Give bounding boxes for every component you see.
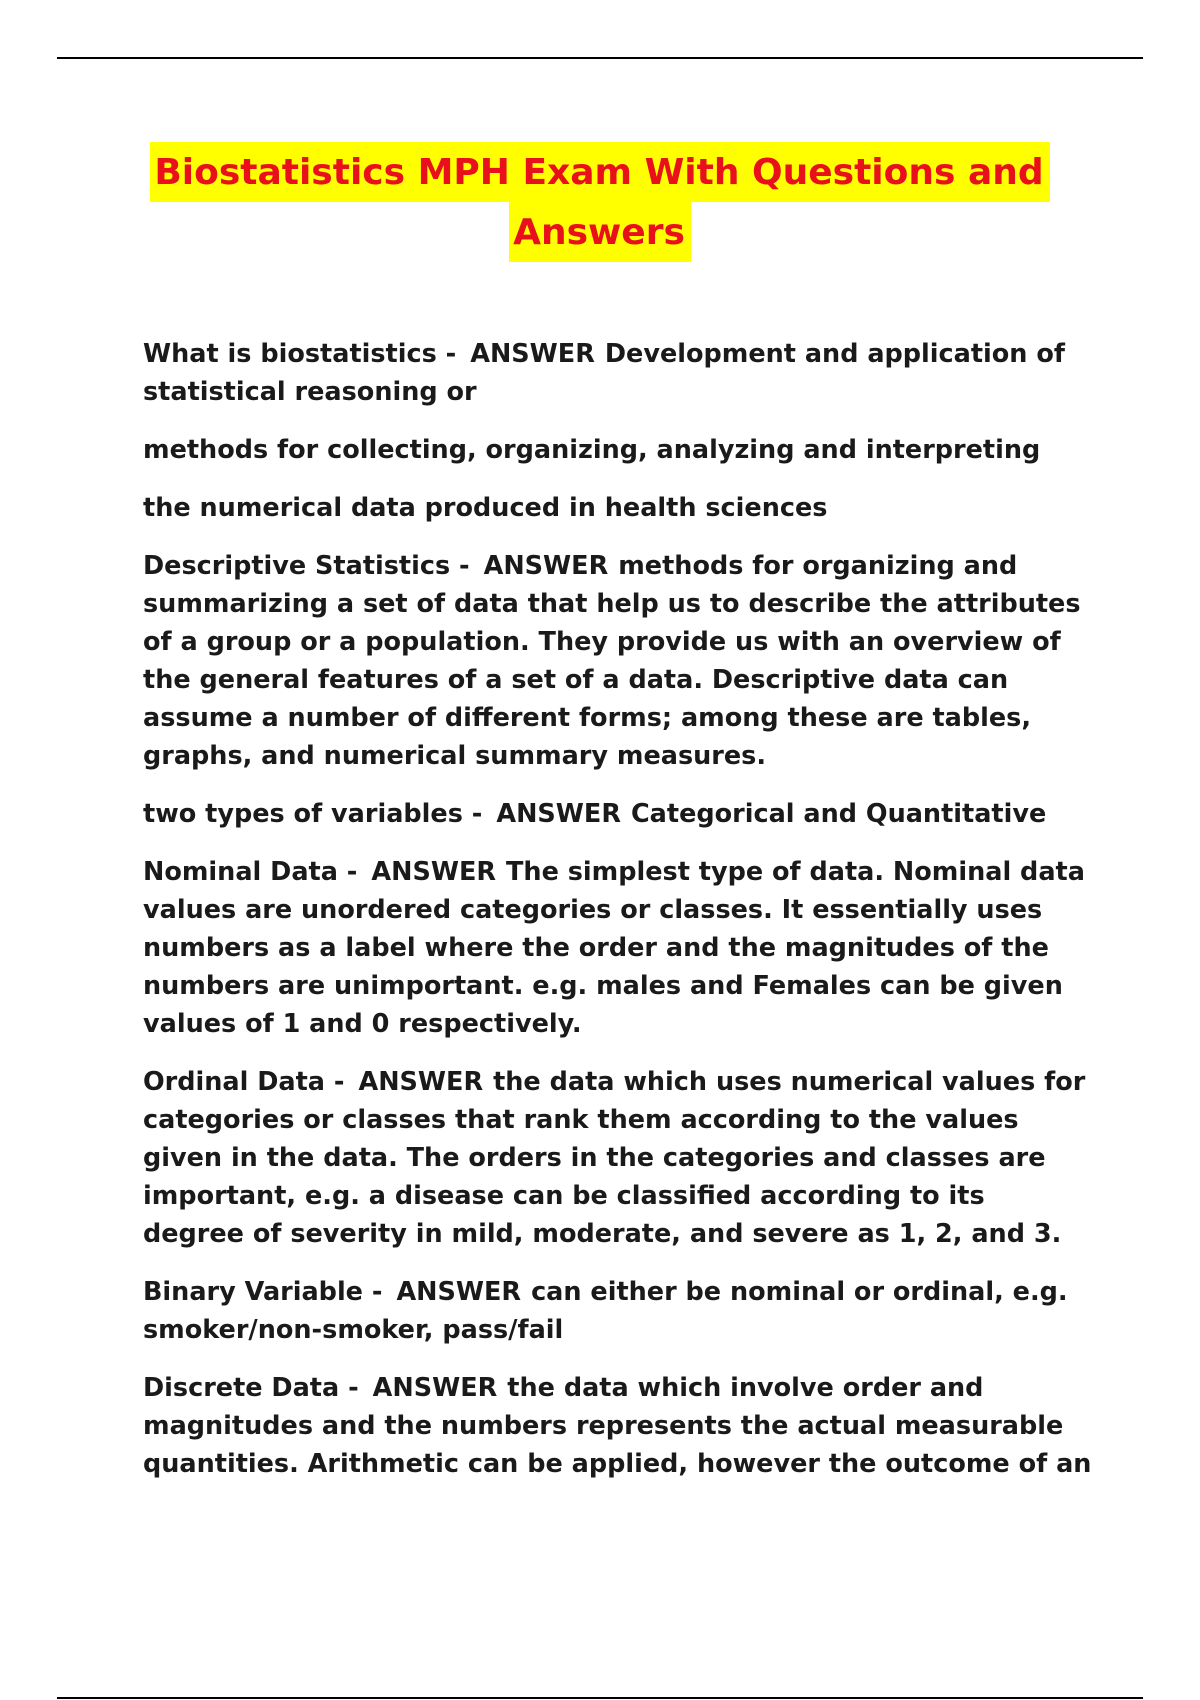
continuation-line: the numerical data produced in health sciences <box>143 493 828 523</box>
qa-definition: Categorical and Quantitative <box>630 799 1047 829</box>
continuation-line: methods for collecting, organizing, analyzing and interpreting <box>143 435 1041 465</box>
answer-label: ANSWER <box>358 1067 484 1097</box>
qa-term: Ordinal Data - <box>143 1067 345 1097</box>
qa-definition: the data which involve order and magnitudes and the numbers represents the actual measurable quantities. Arithmetic can be applied, however the outcome of an <box>143 1373 1092 1479</box>
answer-label: ANSWER <box>470 339 595 369</box>
footer-rule <box>57 1697 1143 1699</box>
qa-entry-discrete-data <box>143 1369 1093 1483</box>
answer-label: ANSWER <box>396 1277 522 1307</box>
qa-term: What is biostatistics - <box>143 339 457 369</box>
qa-definition: the data which uses numerical values for categories or classes that rank them according to the values given in the data. The orders in the categories and classes are important, e.g. a disease can be classified according to its degree of severity in mild, moderate, and severe as 1, 2, and 3. <box>143 1067 1086 1249</box>
qa-term: Descriptive Statistics - <box>143 551 470 581</box>
qa-definition: can either be nominal or ordinal, e.g. smoker/non-smoker, pass/fail <box>143 1277 1068 1345</box>
qa-definition: Development and application of statistical reasoning or <box>143 339 1065 407</box>
qa-term: Discrete Data - <box>143 1373 359 1403</box>
qa-entry-ordinal-data <box>143 1063 1093 1253</box>
qa-definition: methods for organizing and summarizing a set of data that help us to describe the attributes of a group or a population. They provide us with an overview of the general features of a set of a data. Descriptive data can assume a number of different forms; among these are tables, graphs, and numerical summary measures. <box>143 551 1081 771</box>
answer-label: ANSWER <box>372 1373 498 1403</box>
answer-label: ANSWER <box>483 551 609 581</box>
answer-label: ANSWER <box>496 799 621 829</box>
qa-content <box>143 335 1093 1503</box>
title-line-1: Biostatistics MPH Exam With Questions and <box>150 142 1049 202</box>
qa-entry-descriptive-statistics <box>143 547 1093 775</box>
answer-label: ANSWER <box>371 857 497 887</box>
qa-entry-binary-variable <box>143 1273 1093 1349</box>
qa-term: two types of variables - <box>143 799 483 829</box>
qa-term: Binary Variable - <box>143 1277 383 1307</box>
document-title <box>0 142 1200 262</box>
qa-entry-nominal-data <box>143 853 1093 1043</box>
qa-definition: The simplest type of data. Nominal data values are unordered categories or classes. It essentially uses numbers as a label where the order and the magnitudes of the numbers are unimportant. e.g. males and Females can be given values of 1 and 0 respectively. <box>143 857 1085 1039</box>
qa-entry-biostatistics <box>143 335 1093 411</box>
header-rule <box>57 57 1143 59</box>
qa-term: Nominal Data - <box>143 857 358 887</box>
title-line-2: Answers <box>509 202 691 262</box>
qa-entry-types-of-variables <box>143 795 1093 833</box>
